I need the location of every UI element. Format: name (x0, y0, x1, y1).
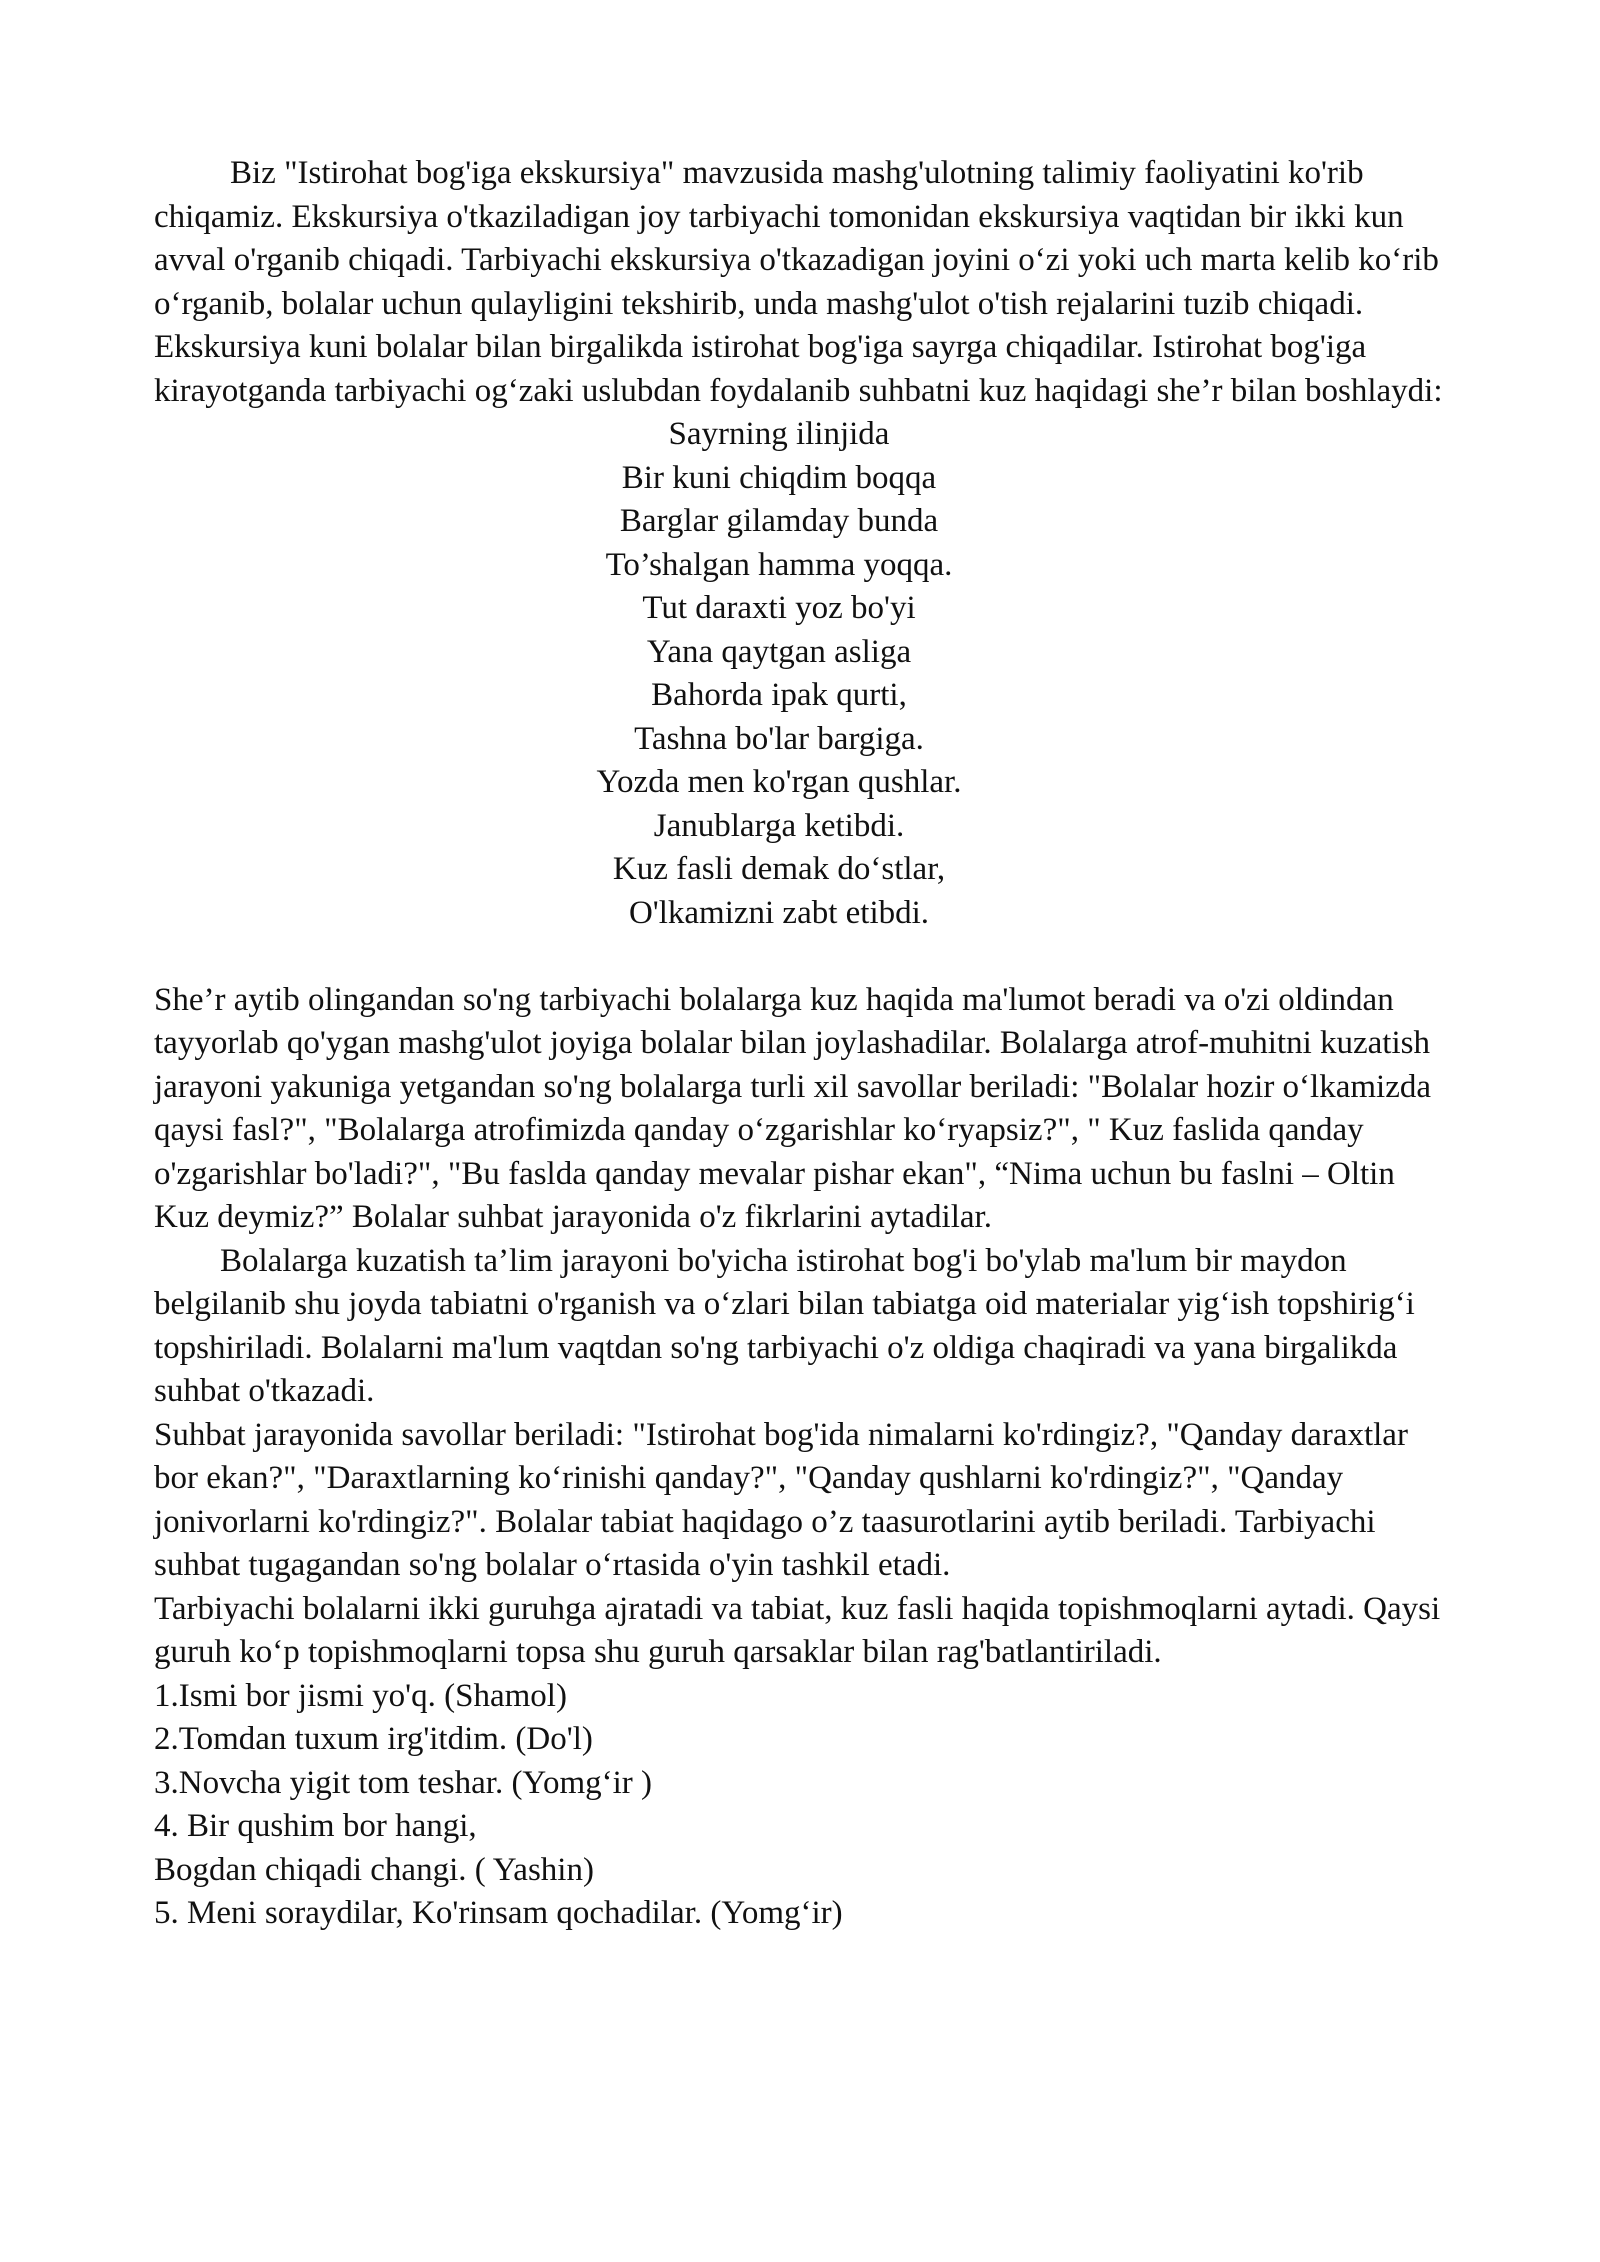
riddle-item: 2.Tomdan tuxum irg'itdim. (Do'l) (154, 1721, 593, 1757)
poem-line: Tut daraxti yoz bo'yi (642, 590, 916, 626)
riddle-item: 5. Meni soraydilar, Ko'rinsam qochadilar. (Yomg‘ir) (154, 1895, 843, 1931)
paragraph-observation: Bolalarga kuzatish ta’lim jarayoni bo'yicha istirohat bog'i bo'ylab ma'lum bir maydon belgilanib shu joyda tabiatni o'rganish va o‘zlari bilan tabiatga oid materialar yig‘ish topshirig‘i topshiriladi. Bolalarni ma'lum vaqtdan so'ng tarbiyachi o'z oldiga chaqiradi va yana birgalikda suhbat o'tkazadi. (154, 1242, 1415, 1409)
paragraph-discussion: Suhbat jarayonida savollar beriladi: "Istirohat bog'ida nimalarni ko'rdingiz?, "Qanday daraxtlar bor ekan?", "Daraxtlarning ko‘rinishi qanday?", "Qanday qushlarni ko'rdingiz?", "Qanday jonivorlarni ko'rdingiz?". Bolalar tabiat haqidago o’z taasurotlarini aytib beriladi. Tarbiyachi suhbat tugagandan so'ng bolalar o‘rtasida o'yin tashkil etadi. (154, 1416, 1408, 1583)
poem-line: Yozda men ko'rgan qushlar. (596, 764, 962, 800)
document-body (154, 152, 1454, 1936)
poem-line: Barglar gilamday bunda (619, 503, 939, 539)
poem-line: Bir kuni chiqdim boqqa (621, 459, 937, 496)
riddle-item: 1.Ismi bor jismi yo'q. (Shamol) (154, 1677, 567, 1714)
paragraph-questions: She’r aytib olingandan so'ng tarbiyachi bolalarga kuz haqida ma'lumot beradi va o'zi oldindan tayyorlab qo'ygan mashg'ulot joyiga bolalar bilan joylashadilar. Bolalarga atrof-muhitni kuzatish jarayoni yakuniga yetgandan so'ng bolalarga turli xil savollar beriladi: "Bolalar hozir o‘lkamizda qaysi fasl?", "Bolalarga atrofimizda qanday o‘zgarishlar ko‘ryapsiz?", " Kuz faslida qanday o'zgarishlar bo'ladi?", "Bu faslda qanday mevalar pishar ekan", “Nima uchun bu faslni – Oltin Kuz deymiz?” Bolalar suhbat jarayonida o'z fikrlarini aytadilar. (154, 981, 1431, 1235)
poem-line: Yana qaytgan asliga (646, 633, 912, 670)
poem-line: Tashna bo'lar bargiga. (634, 720, 924, 757)
poem-line: To’shalgan hamma yoqqa. (605, 546, 953, 583)
poem-line: O'lkamizni zabt etibdi. (628, 894, 930, 931)
poem-line: Janublarga ketibdi. (653, 807, 905, 844)
poem (154, 413, 1454, 935)
poem-line: Kuz fasli demak do‘stlar, (612, 851, 946, 887)
paragraph-groups: Tarbiyachi bolalarni ikki guruhga ajratadi va tabiat, kuz fasli haqida topishmoqlarni aytadi. Qaysi guruh ko‘p topishmoqlarni topsa shu guruh qarsaklar bilan rag'batlantiriladi. (154, 1590, 1441, 1670)
blank-line (154, 935, 1454, 979)
riddle-item: 3.Novcha yigit tom teshar. (Yomg‘ir ) (154, 1764, 653, 1801)
intro-paragraph: Biz "Istirohat bog'iga ekskursiya" mavzusida mashg'ulotning talimiy faoliyatini ko'rib chiqamiz. Ekskursiya o'tkaziladigan joy tarbiyachi tomonidan ekskursiya vaqtidan bir ikki kun avval o'rganib chiqadi. Tarbiyachi ekskursiya o'tkazadigan joyini o‘zi yoki uch marta kelib ko‘rib o‘rganib, bolalar uchun qulayligini tekshirib, unda mashg'ulot o'tish rejalarini tuzib chiqadi. Ekskursiya kuni bolalar bilan birgalikda istirohat bog'iga sayrga chiqadilar. Istirohat bog'iga kirayotganda tarbiyachi og‘zaki uslubdan foydalanib suhbatni kuz haqidagi she’r bilan boshlaydi: (154, 155, 1443, 409)
poem-line: Sayrning ilinjida (668, 416, 890, 452)
riddle-list (154, 1675, 1454, 1936)
riddle-item: Bogdan chiqadi changi. ( Yashin) (154, 1851, 594, 1888)
riddle-item: 4. Bir qushim bor hangi, (154, 1808, 477, 1844)
poem-line: Bahorda ipak qurti, (651, 677, 907, 713)
